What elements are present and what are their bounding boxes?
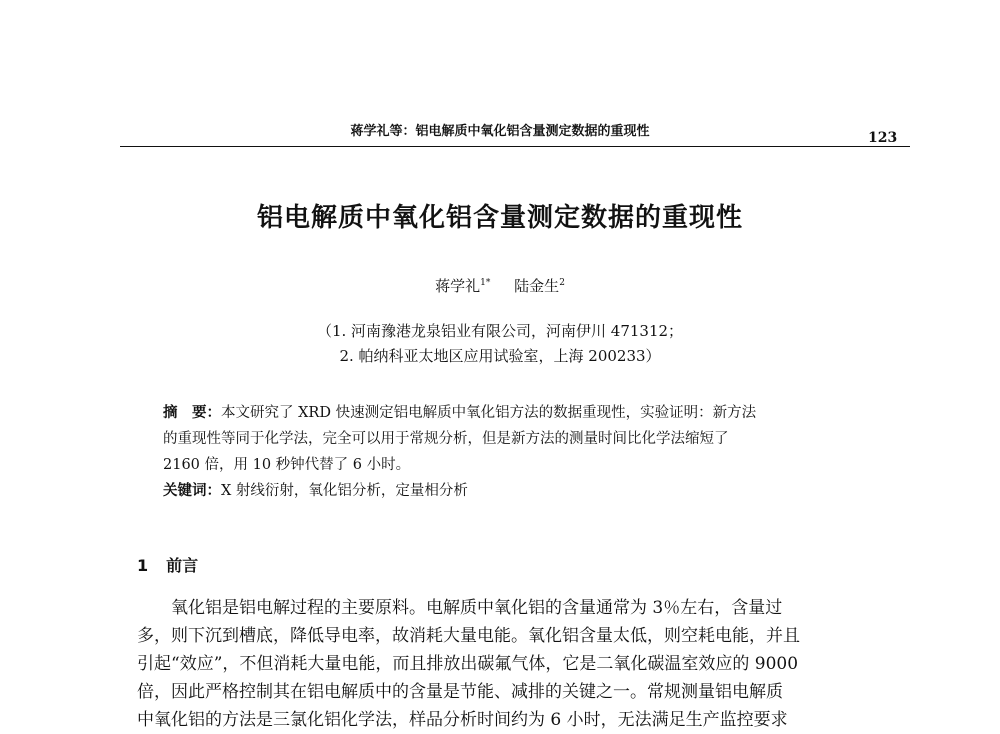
abstract-line: 2160 倍，用 10 秒钟代替了 6 小时。	[163, 457, 411, 473]
author-name: 蒋学礼	[435, 277, 481, 295]
author-name: 陆金生	[514, 277, 560, 295]
body-line: 引起“效应”，不但消耗大量电能，而且排放出碳氟气体，它是二氧化碳温室效应的 9000	[137, 654, 799, 674]
author-affil-marker: 2	[559, 278, 565, 288]
running-head: 蒋学礼等：铝电解质中氧化铝含量测定数据的重现性	[350, 124, 650, 139]
abstract-text: 本文研究了 XRD 快速测定铝电解质中氧化铝方法的数据重现性，实验证明：新方法	[221, 405, 757, 421]
section-title: 前言	[166, 556, 199, 575]
body-line: 中氧化铝的方法是三氯化铝化学法，样品分析时间约为 6 小时，无法满足生产监控要求	[137, 710, 788, 730]
abstract-line	[163, 400, 875, 426]
author-affil-marker: 1*	[480, 278, 491, 288]
body-line: 氧化铝是铝电解过程的主要原料。电解质中氧化铝的含量通常为 3％左右，含量过	[137, 598, 783, 618]
author-line	[0, 275, 1000, 296]
section-heading	[137, 553, 198, 576]
keywords-label: 关键词：	[163, 483, 221, 499]
paper-title: 铝电解质中氧化铝含量测定数据的重现性	[256, 203, 743, 233]
keywords-text: X 射线衍射，氧化铝分析，定量相分析	[221, 483, 468, 499]
header-rule	[120, 146, 910, 147]
affiliation-line: （1. 河南豫港龙泉铝业有限公司，河南伊川 471312；	[316, 322, 684, 340]
abstract-line: 的重现性等同于化学法，完全可以用于常规分析，但是新方法的测量时间比化学法缩短了	[163, 431, 729, 447]
abstract-label: 摘 要：	[163, 405, 221, 421]
body-line: 倍，因此严格控制其在铝电解质中的含量是节能、减排的关键之一。常规测量铝电解质	[137, 682, 783, 702]
affiliation-line: 2. 帕纳科亚太地区应用试验室，上海 200233）	[339, 347, 661, 365]
body-line: 多，则下沉到槽底，降低导电率，故消耗大量电能。氧化铝含量太低，则空耗电能，并且	[137, 626, 800, 646]
keywords-line	[163, 478, 875, 504]
section-number: 1	[137, 556, 149, 575]
page-number: 123	[868, 130, 898, 146]
abstract	[163, 400, 875, 504]
body-paragraph	[137, 594, 887, 734]
